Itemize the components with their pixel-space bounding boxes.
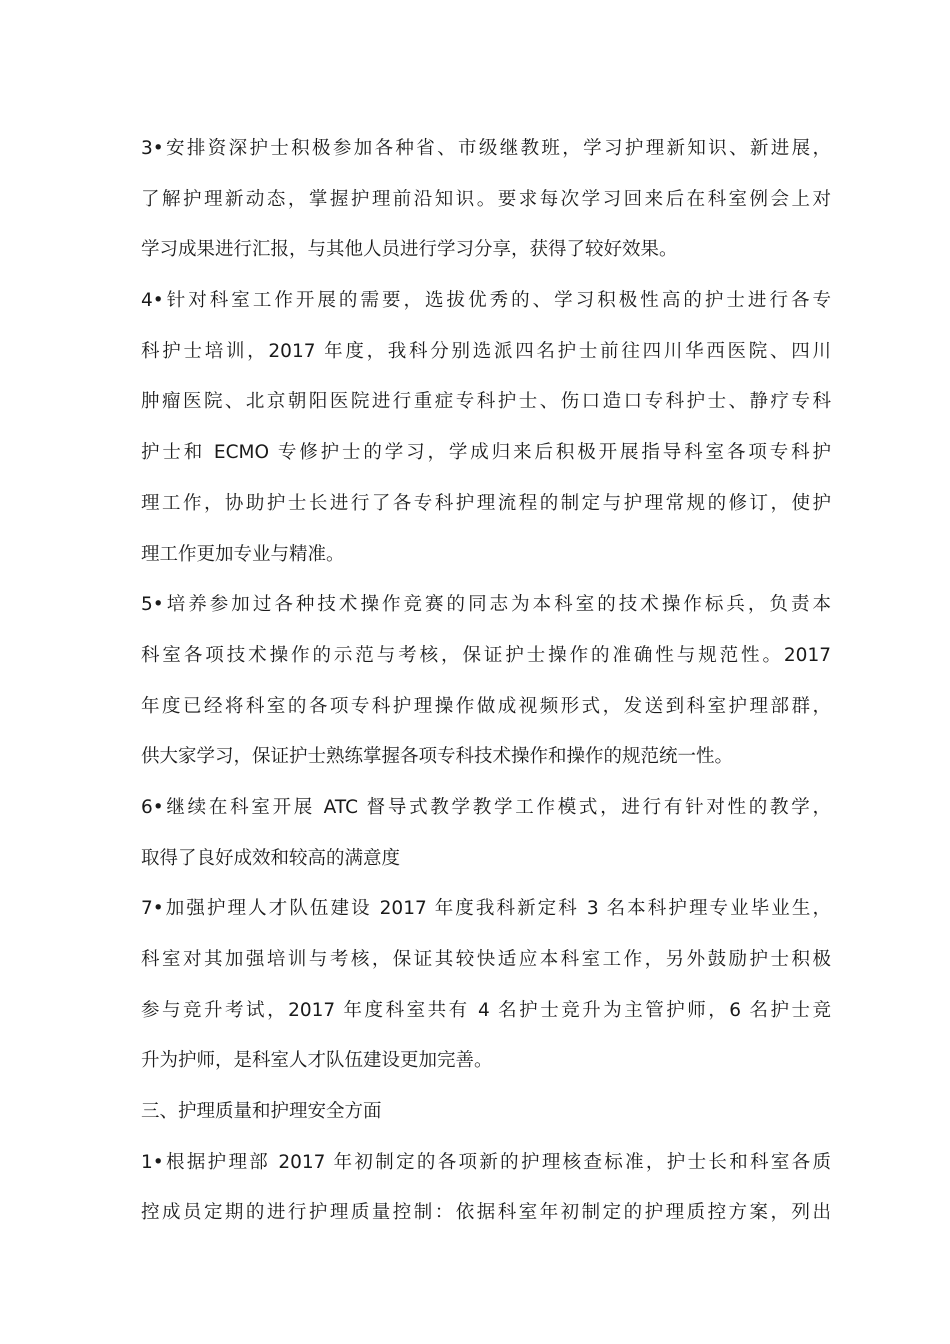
- text-line: 5•培养参加过各种技术操作竞赛的同志为本科室的技术操作标兵，负责本: [141, 594, 831, 616]
- text-line: 6•继续在科室开展 ATC 督导式教学教学工作模式，进行有针对性的教学，: [141, 796, 831, 818]
- paragraph-item-4: [141, 276, 831, 580]
- paragraph-item-6: [141, 783, 831, 884]
- paragraph-item-3: [141, 124, 831, 276]
- section-heading: [141, 1087, 831, 1138]
- text-line: 参与竞升考试，2017 年度科室共有 4 名护士竞升为主管护师，6 名护士竞: [141, 999, 831, 1021]
- text-line: 科室各项技术操作的示范与考核，保证护士操作的准确性与规范性。2017: [141, 644, 831, 666]
- text-line: 年度已经将科室的各项专科护理操作做成视频形式，发送到科室护理部群，: [141, 695, 831, 717]
- text-line: 学习成果进行汇报，与其他人员进行学习分享，获得了较好效果。: [141, 239, 678, 261]
- text-line: 科室对其加强培训与考核，保证其较快适应本科室工作，另外鼓励护士积极: [141, 949, 831, 970]
- section-heading-text: 三、护理质量和护理安全方面: [141, 1101, 382, 1123]
- document-body: [141, 124, 831, 1239]
- paragraph-section-3-item-1: [141, 1138, 831, 1239]
- text-line: 控成员定期的进行护理质量控制：依据科室年初制定的护理质控方案，列出: [141, 1202, 831, 1224]
- text-line: 护士和 ECMO 专修护士的学习，学成归来后积极开展指导科室各项专科护: [141, 442, 831, 464]
- text-line: 科护士培训，2017 年度，我科分别选派四名护士前往四川华西医院、四川: [141, 340, 831, 362]
- text-line: 1•根据护理部 2017 年初制定的各项新的护理核查标准，护士长和科室各质: [141, 1151, 831, 1173]
- text-line: 3•安排资深护士积极参加各种省、市级继教班，学习护理新知识、新进展，: [141, 138, 831, 159]
- text-line: 4•针对科室工作开展的需要，选拔优秀的、学习积极性高的护士进行各专: [141, 290, 831, 312]
- text-line: 7•加强护理人才队伍建设 2017 年度我科新定科 3 名本科护理专业毕业生，: [141, 898, 831, 920]
- text-line: 升为护师，是科室人才队伍建设更加完善。: [141, 1050, 493, 1072]
- paragraph-item-7: [141, 884, 831, 1087]
- text-line: 理工作更加专业与精准。: [141, 543, 345, 565]
- paragraph-item-5: [141, 580, 831, 783]
- text-line: 供大家学习，保证护士熟练掌握各项专科技术操作和操作的规范统一性。: [141, 746, 734, 768]
- text-line: 肿瘤医院、北京朝阳医院进行重症专科护士、伤口造口专科护士、静疗专科: [141, 391, 831, 413]
- text-line: 取得了良好成效和较高的满意度: [141, 847, 401, 869]
- text-line: 理工作，协助护士长进行了各专科护理流程的制定与护理常规的修订，使护: [141, 492, 831, 514]
- text-line: 了解护理新动态，掌握护理前沿知识。要求每次学习回来后在科室例会上对: [141, 188, 831, 210]
